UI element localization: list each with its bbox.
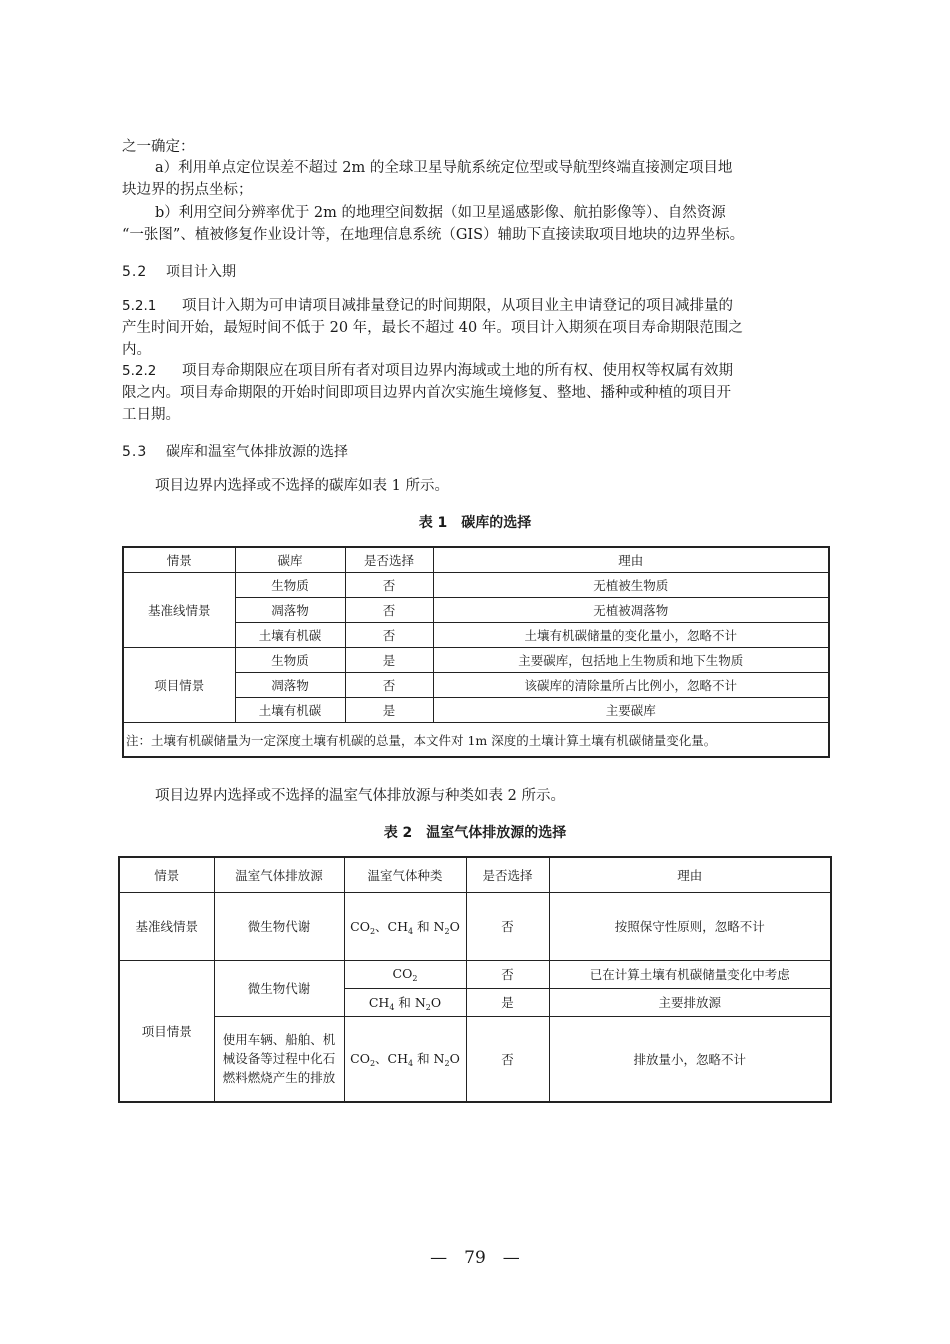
item-a-line1: a）利用单点定位误差不超过 2m 的全球卫星导航系统定位型或导航型终端直接测定项目地 bbox=[155, 160, 733, 176]
source-cell: 使用车辆、船舶、机械设备等过程中化石燃料燃烧产生的排放 bbox=[214, 1016, 344, 1102]
section-5-3-heading bbox=[122, 441, 348, 461]
reason-cell: 已在计算土壤有机碳储量变化中考虑 bbox=[549, 960, 831, 988]
table-row bbox=[119, 892, 831, 960]
table-cell: 土壤有机碳储量的变化量小，忽略不计 bbox=[433, 623, 829, 648]
scenario-cell: 项目情景 bbox=[119, 960, 214, 1102]
gas-text: 和 N bbox=[413, 918, 445, 934]
clause-text: 项目寿命期限应在项目所有者对项目边界内海域或土地的所有权、使用权等权属有效期 bbox=[182, 363, 733, 379]
scenario-cell: 项目情景 bbox=[123, 648, 235, 723]
gas-text: O bbox=[430, 994, 442, 1010]
table-cell: 无植被生物质 bbox=[433, 573, 829, 598]
clause-5-2-1-line2: 产生时间开始，最短时间不低于 20 年，最长不超过 40 年。项目计入期须在项目寿命期限范围之 bbox=[122, 320, 743, 336]
table-cell: 生物质 bbox=[235, 573, 345, 598]
clause-number: 5.2.1 bbox=[122, 298, 157, 314]
table-row bbox=[119, 1016, 831, 1102]
clause-5-2-1-line3: 内。 bbox=[122, 342, 151, 358]
table-cell: 是 bbox=[345, 698, 433, 723]
clause-5-2-2-line1 bbox=[122, 361, 832, 381]
section-title: 碳库和温室气体排放源的选择 bbox=[166, 444, 348, 460]
gas-cell bbox=[344, 892, 466, 960]
header-cell: 是否选择 bbox=[345, 547, 433, 573]
intro-line: 之一确定： bbox=[122, 139, 195, 155]
table-cell: 否 bbox=[345, 598, 433, 623]
table-cell: 该碳库的清除量所占比例小，忽略不计 bbox=[433, 673, 829, 698]
table-cell: 主要碳库 bbox=[433, 698, 829, 723]
table-cell: 否 bbox=[345, 673, 433, 698]
scenario-cell: 基准线情景 bbox=[119, 892, 214, 960]
gas-text: O bbox=[449, 918, 460, 934]
table-cell: 无植被凋落物 bbox=[433, 598, 829, 623]
carbon-pool-table bbox=[122, 546, 830, 758]
header-cell: 温室气体排放源 bbox=[214, 857, 344, 892]
table-row bbox=[123, 573, 829, 598]
table1-intro: 项目边界内选择或不选择的碳库如表 1 所示。 bbox=[155, 478, 449, 494]
subscript: 2 bbox=[444, 926, 450, 936]
gas-text: 、CH bbox=[375, 918, 409, 934]
header-cell: 碳库 bbox=[235, 547, 345, 573]
table-cell: 凋落物 bbox=[235, 673, 345, 698]
header-cell: 理由 bbox=[433, 547, 829, 573]
scenario-cell: 基准线情景 bbox=[123, 573, 235, 648]
table-row bbox=[119, 960, 831, 988]
table2-caption: 表 2 温室气体排放源的选择 bbox=[383, 825, 567, 841]
gas-text: 和 N bbox=[413, 1051, 445, 1067]
subscript: 4 bbox=[408, 926, 414, 936]
subscript: 2 bbox=[425, 1002, 431, 1012]
reason-cell: 排放量小，忽略不计 bbox=[549, 1016, 831, 1102]
header-cell: 是否选择 bbox=[466, 857, 549, 892]
clause-text: 项目计入期为可申请项目减排量登记的时间期限，从项目业主申请登记的项目减排量的 bbox=[182, 298, 733, 314]
subscript: 2 bbox=[369, 1059, 376, 1069]
gas-text: CH bbox=[368, 994, 390, 1010]
table1-caption: 表 1 碳库的选择 bbox=[418, 515, 532, 531]
table-cell: 否 bbox=[345, 573, 433, 598]
gas-cell bbox=[344, 1016, 466, 1102]
table-header-row bbox=[119, 857, 831, 892]
item-b-line2: “一张图”、植被修复作业设计等，在地理信息系统（GIS）辅助下直接读取项目地块的边界坐标。 bbox=[122, 227, 745, 243]
table-cell: 土壤有机碳 bbox=[235, 698, 345, 723]
source-cell: 微生物代谢 bbox=[214, 892, 344, 960]
ghg-source-table bbox=[118, 856, 832, 1103]
subscript: 2 bbox=[444, 1059, 450, 1069]
table-header-row bbox=[123, 547, 829, 573]
gas-cell bbox=[344, 960, 466, 988]
table-cell: 是 bbox=[345, 648, 433, 673]
header-cell: 情景 bbox=[119, 857, 214, 892]
gas-text: CO bbox=[350, 918, 370, 934]
clause-5-2-2-line2: 限之内。项目寿命期限的开始时间即项目边界内首次实施生境修复、整地、播种或种植的项目开 bbox=[122, 385, 731, 401]
item-b-line1: b）利用空间分辨率优于 2m 的地理空间数据（如卫星遥感影像、航拍影像等）、自然资源 bbox=[155, 205, 726, 221]
table-row bbox=[123, 648, 829, 673]
clause-5-2-1-line1 bbox=[122, 296, 832, 316]
header-cell: 情景 bbox=[123, 547, 235, 573]
table-cell: 凋落物 bbox=[235, 598, 345, 623]
table2-intro: 项目边界内选择或不选择的温室气体排放源与种类如表 2 所示。 bbox=[155, 788, 565, 804]
gas-text: 和 N bbox=[394, 994, 426, 1010]
clause-5-2-2-line3: 工日期。 bbox=[122, 407, 180, 423]
gas-text: CO bbox=[350, 1051, 370, 1067]
clause-number: 5.2.2 bbox=[122, 363, 157, 379]
header-cell: 温室气体种类 bbox=[344, 857, 466, 892]
page-number: — 79 — bbox=[430, 1248, 520, 1268]
gas-text: O bbox=[449, 1051, 460, 1067]
item-a-line2: 块边界的拐点坐标； bbox=[122, 182, 253, 198]
select-cell: 否 bbox=[466, 1016, 549, 1102]
table-note-row bbox=[123, 723, 829, 758]
select-cell: 否 bbox=[466, 892, 549, 960]
subscript: 2 bbox=[369, 926, 376, 936]
select-cell: 是 bbox=[466, 988, 549, 1016]
section-title: 项目计入期 bbox=[166, 264, 236, 280]
section-number: 5.3 bbox=[122, 444, 148, 460]
table-cell: 土壤有机碳 bbox=[235, 623, 345, 648]
gas-text: CO bbox=[392, 965, 413, 981]
gas-text: 、CH bbox=[375, 1051, 409, 1067]
subscript: 4 bbox=[389, 1002, 395, 1012]
reason-cell: 主要排放源 bbox=[549, 988, 831, 1016]
reason-cell: 按照保守性原则，忽略不计 bbox=[549, 892, 831, 960]
table-note: 注：土壤有机碳储量为一定深度土壤有机碳的总量，本文件对 1m 深度的土壤计算土壤有机碳储量变化量。 bbox=[123, 723, 829, 758]
gas-cell bbox=[344, 988, 466, 1016]
table-cell: 生物质 bbox=[235, 648, 345, 673]
subscript: 2 bbox=[412, 973, 418, 983]
table-cell: 主要碳库，包括地上生物质和地下生物质 bbox=[433, 648, 829, 673]
header-cell: 理由 bbox=[549, 857, 831, 892]
section-number: 5.2 bbox=[122, 264, 148, 280]
table-cell: 否 bbox=[345, 623, 433, 648]
subscript: 4 bbox=[408, 1059, 414, 1069]
source-cell: 微生物代谢 bbox=[214, 960, 344, 1016]
select-cell: 否 bbox=[466, 960, 549, 988]
section-5-2-heading bbox=[122, 261, 236, 281]
